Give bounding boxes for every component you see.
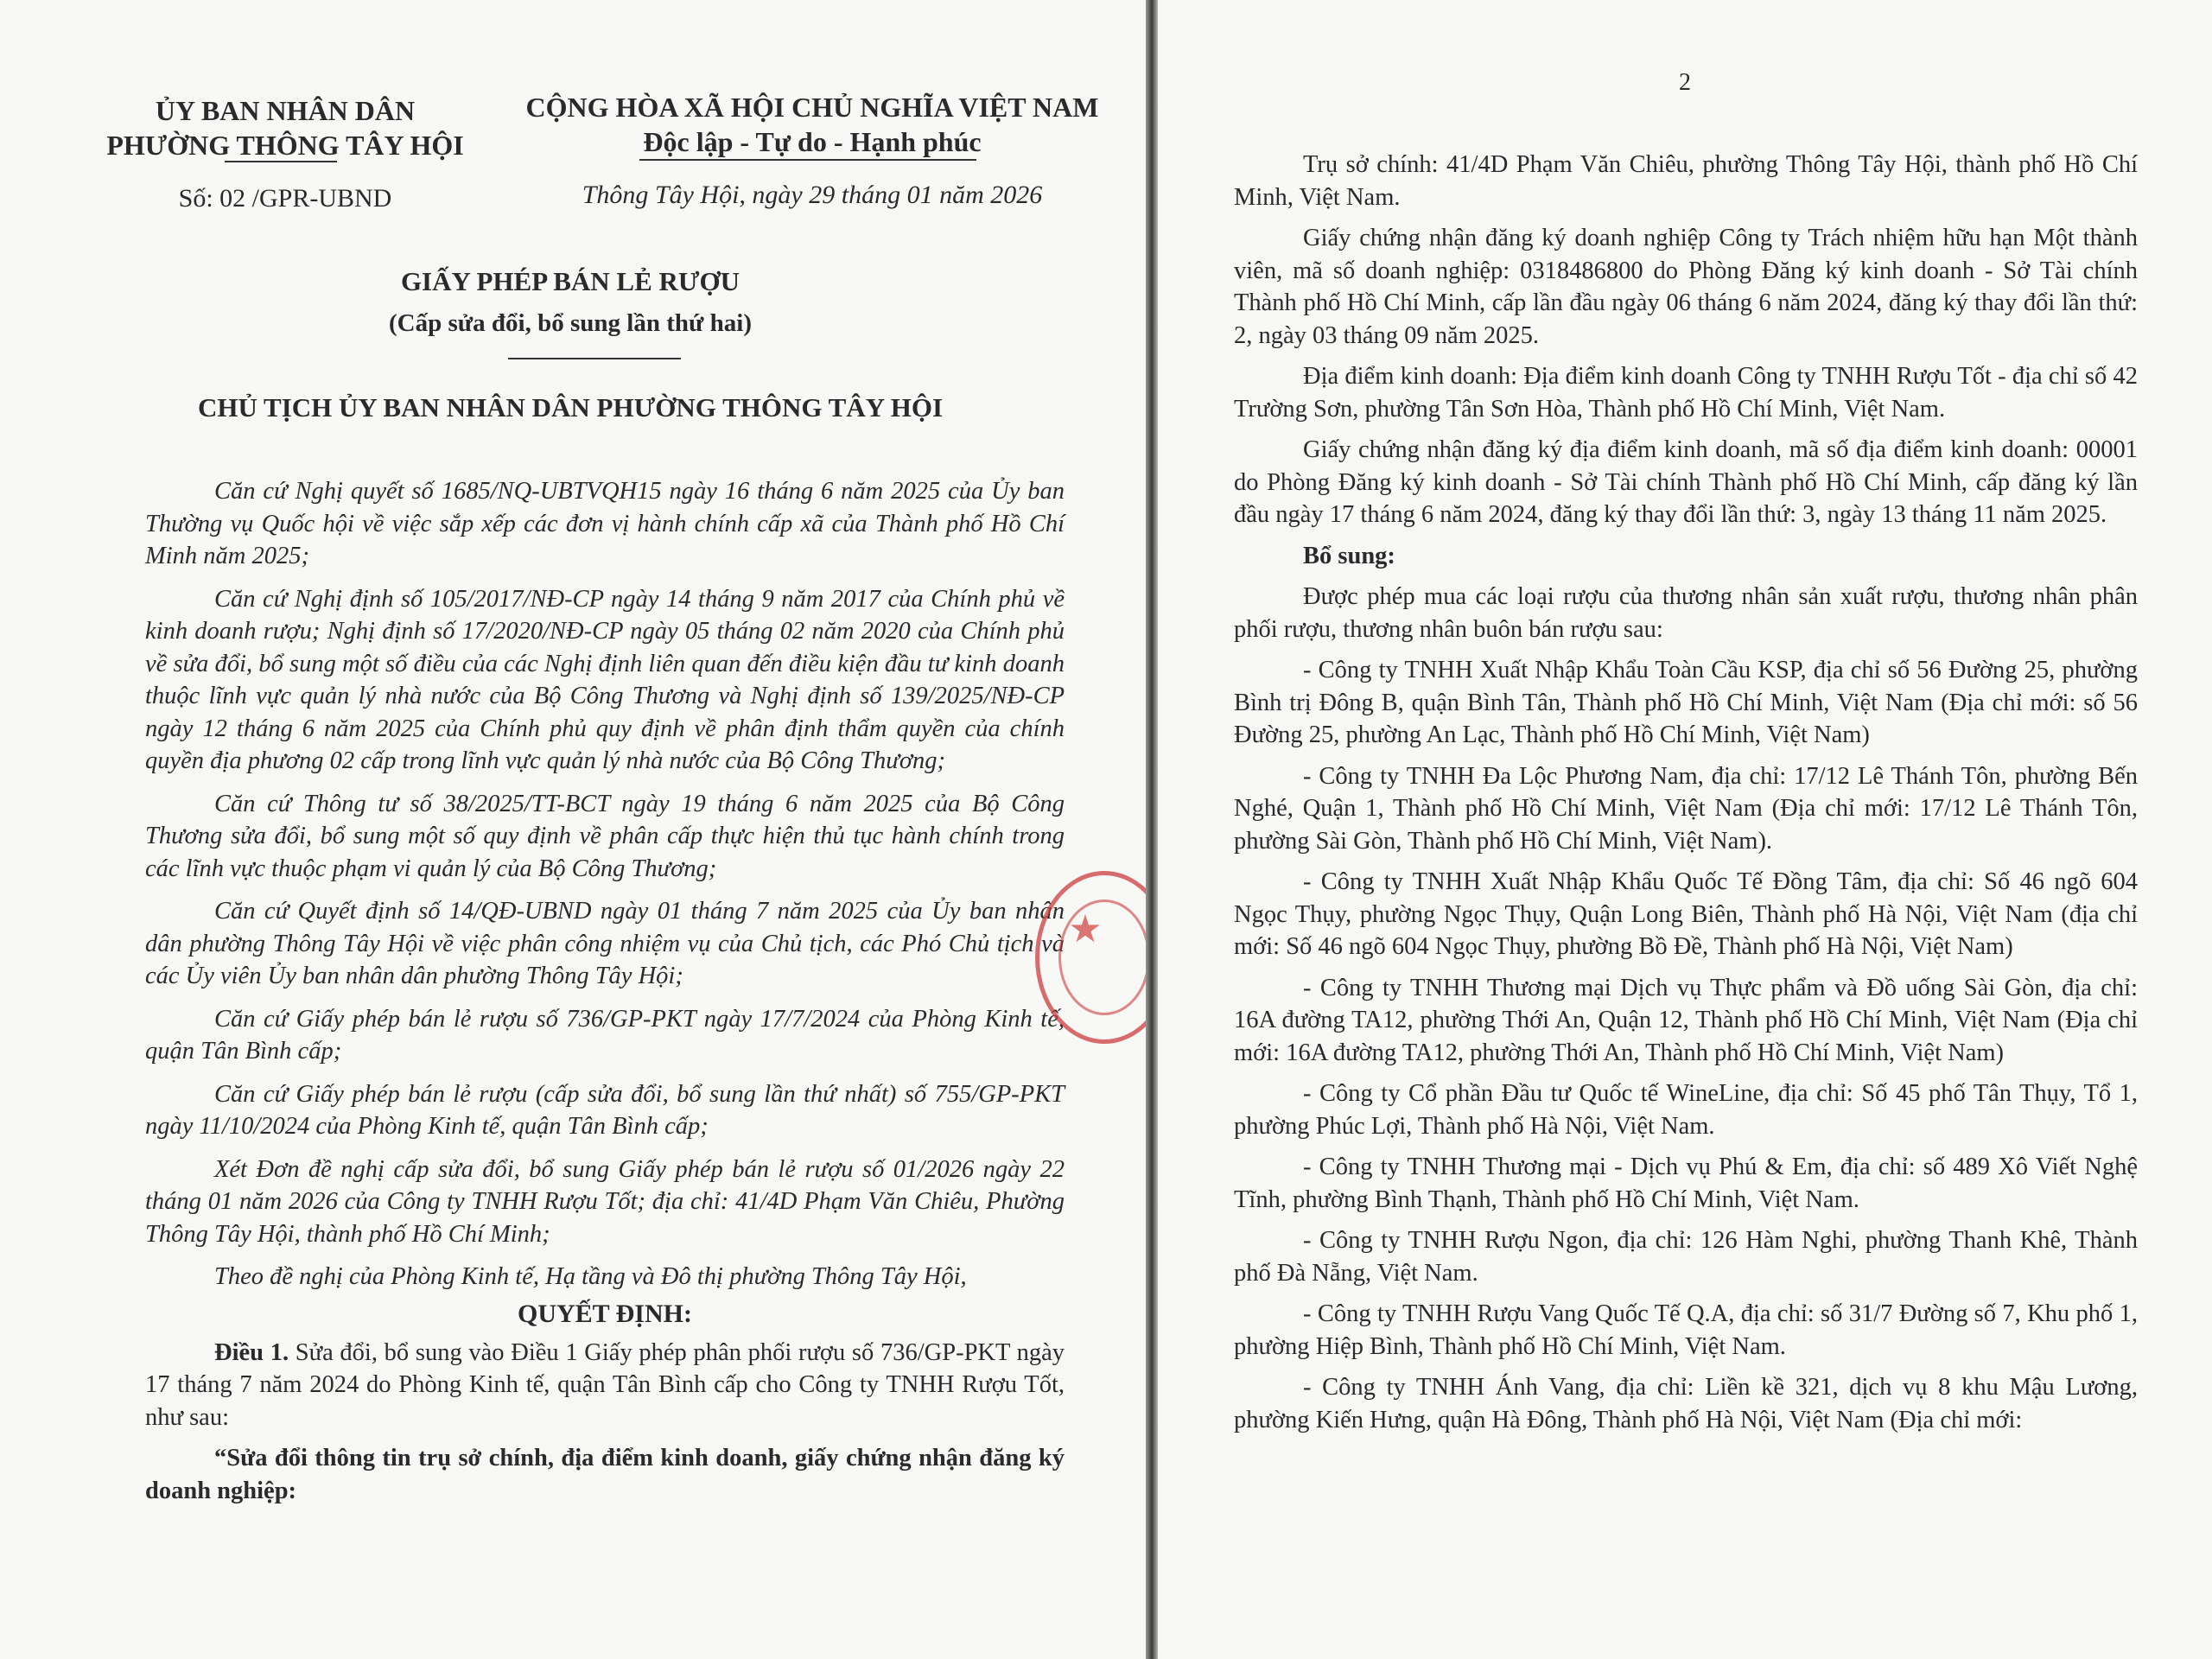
legal-basis-5: Căn cứ Giấy phép bán lẻ rượu số 736/GP-PKT ngày 17/7/2024 của Phòng Kinh tế, quận Tân Bình cấp; bbox=[145, 1005, 1065, 1065]
document-subtitle: (Cấp sửa đổi, bổ sung lần thứ hai) bbox=[389, 309, 752, 337]
supplier-item: - Công ty TNHH Đa Lộc Phương Nam, địa chỉ: 17/12 Lê Thánh Tôn, phường Bến Nghé, Quận 1, Thành phố Hồ Chí Minh, Việt Nam (Địa chỉ mới: 17/12 Lê Thánh Tôn, phường Sài Gòn, Thành phố Hồ Chí Minh, Việt Nam). bbox=[1234, 762, 2138, 855]
supplier-item: - Công ty TNHH Xuất Nhập Khẩu Quốc Tế Đồng Tâm, địa chỉ: Số 46 ngõ 604 Ngọc Thụy, phường Ngọc Thụy, Quận Long Biên, Thành phố Hà Nội, Việt Nam (địa chỉ mới: Số 46 ngõ 604 Ngọc Thụy, phường Bồ Đề, Thành phố Hà Nội, Việt Nam) bbox=[1234, 868, 2138, 960]
legal-basis-3: Căn cứ Thông tư số 38/2025/TT-BCT ngày 19 tháng 6 năm 2025 của Bộ Công Thương sửa đổi, bổ sung một số quy định về phân cấp thực hiện thủ tục hành chính trong các lĩnh vực thuộc phạm vi quản lý của Bộ Công Thương; bbox=[145, 790, 1065, 882]
supplement-heading: Bổ sung: bbox=[1303, 542, 1395, 569]
seal-star-icon: ★ bbox=[1068, 908, 1103, 950]
legal-basis-7: Xét Đơn đề nghị cấp sửa đổi, bổ sung Giấy phép bán lẻ rượu số 01/2026 ngày 22 tháng 01 năm 2026 của Công ty TNHH Rượu Tốt; địa chỉ: 41/4D Phạm Văn Chiêu, Phường Thông Tây Hội, thành phố Hồ Chí Minh; bbox=[145, 1155, 1065, 1248]
article-1 bbox=[145, 1337, 1065, 1434]
org-name-line1: ỦY BAN NHÂN DÂN bbox=[155, 95, 416, 126]
supplier-item: - Công ty TNHH Xuất Nhập Khẩu Toàn Cầu KSP, địa chỉ số 56 Đường 25, phường Bình trị Đông B, quận Bình Tân, Thành phố Hồ Chí Minh, Việt Nam (Địa chỉ mới: số 56 Đường 25, phường An Lạc, Thành phố Hồ Chí Minh, Việt Nam) bbox=[1234, 657, 2138, 748]
article-1-text: Sửa đổi, bổ sung vào Điều 1 Giấy phép phân phối rượu số 736/GP-PKT ngày 17 tháng 7 năm 2024 do Phòng Kinh tế, quận Tân Bình cấp cho Công ty TNHH Rượu Tốt, như sau: bbox=[145, 1338, 1065, 1431]
place-date: Thông Tây Hội, ngày 29 tháng 01 năm 2026 bbox=[582, 181, 1043, 209]
document-number: Số: 02 /GPR-UBND bbox=[178, 184, 392, 213]
document-title: GIẤY PHÉP BÁN LẺ RƯỢU bbox=[400, 266, 741, 296]
issuing-authority: CHỦ TỊCH ỦY BAN NHÂN DÂN PHƯỜNG THÔNG TÂY HỘI bbox=[197, 392, 944, 423]
business-registration: Giấy chứng nhận đăng ký doanh nghiệp Công ty Trách nhiệm hữu hạn Một thành viên, mã số doanh nghiệp: 0318486800 do Phòng Đăng ký kinh doanh - Sở Tài chính Thành phố Hồ Chí Minh, cấp lần đầu ngày 06 tháng 6 năm 2024, đăng ký thay đổi lần thứ: 2, ngày 03 tháng 09 năm 2025. bbox=[1234, 225, 2138, 349]
nation-title: CỘNG HÒA XÃ HỘI CHỦ NGHĨA VIỆT NAM bbox=[525, 92, 1099, 123]
legal-basis-list bbox=[145, 475, 1065, 1507]
amendment-quote: “Sửa đổi thông tin trụ sở chính, địa điểm kinh doanh, giấy chứng nhận đăng ký doanh nghiệp: bbox=[145, 1445, 1065, 1504]
legal-basis-2: Căn cứ Nghị định số 105/2017/NĐ-CP ngày 14 tháng 9 năm 2017 của Chính phủ về kinh doanh rượu; Nghị định số 17/2020/NĐ-CP ngày 05 tháng 02 năm 2020 của Chính phủ về sửa đổi, bổ sung một số điều của các Nghị định liên quan đến điều kiện đầu tư kinh doanh thuộc lĩnh vực quản lý nhà nước của Bộ Công Thương và Nghị định số 139/2025/NĐ-CP ngày 12 tháng 6 năm 2025 của Chính phủ quy định về phân định thẩm quyền của chính quyền địa phương 02 cấp trong lĩnh vực quản lý nhà nước của Bộ Công Thương; bbox=[145, 585, 1065, 774]
nation-motto: Độc lập - Tự do - Hạnh phúc bbox=[643, 126, 982, 157]
supplier-item: - Công ty TNHH Ánh Vang, địa chỉ: Liền kề 321, dịch vụ 8 khu Mậu Lương, phường Kiến Hưng, quận Hà Đông, Thành phố Hà Nội, Việt Nam (Địa chỉ mới: bbox=[1234, 1374, 2138, 1433]
motto-underline bbox=[639, 159, 976, 161]
org-name-line2: PHƯỜNG THÔNG TÂY HỘI bbox=[106, 130, 464, 161]
org-underline bbox=[225, 161, 337, 162]
legal-basis-6: Căn cứ Giấy phép bán lẻ rượu (cấp sửa đổi, bổ sung lần thứ nhất) số 755/GP-PKT ngày 11/10/2024 của Phòng Kinh tế, quận Tân Bình cấp; bbox=[145, 1080, 1065, 1140]
legal-basis-4: Căn cứ Quyết định số 14/QĐ-UBND ngày 01 tháng 7 năm 2025 của Ủy ban nhân dân phường Thông Tây Hội về việc phân công nhiệm vụ của Chủ tịch, các Phó Chủ tịch và các Ủy viên Ủy ban nhân dân phường Thông Tây Hội; bbox=[145, 898, 1065, 989]
supplier-item: - Công ty TNHH Rượu Ngon, địa chỉ: 126 Hàm Nghi, phường Thanh Khê, Thành phố Đà Nẵng, Việt Nam. bbox=[1234, 1227, 2138, 1287]
legal-basis-8: Theo đề nghị của Phòng Kinh tế, Hạ tầng và Đô thị phường Thông Tây Hội, bbox=[214, 1263, 967, 1290]
legal-basis-1: Căn cứ Nghị quyết số 1685/NQ-UBTVQH15 ngày 16 tháng 6 năm 2025 của Ủy ban Thường vụ Quốc hội về việc sắp xếp các đơn vị hành chính cấp xã của Thành phố Hồ Chí Minh năm 2025; bbox=[145, 478, 1065, 569]
article-1-label: Điều 1. bbox=[214, 1338, 289, 1366]
supplier-item: - Công ty TNHH Rượu Vang Quốc Tế Q.A, địa chỉ: số 31/7 Đường số 7, Khu phố 1, phường Hiệp Bình, Thành phố Hồ Chí Minh, Việt Nam. bbox=[1234, 1300, 2138, 1360]
supplier-item: - Công ty Cổ phần Đầu tư Quốc tế WineLine, địa chỉ: Số 45 phố Tân Thụy, Tổ 1, phường Phúc Lợi, Thành phố Hà Nội, Việt Nam. bbox=[1234, 1080, 2138, 1140]
page-number: 2 bbox=[1679, 69, 1691, 96]
business-location: Địa điểm kinh doanh: Địa điểm kinh doanh Công ty TNHH Rượu Tốt - địa chỉ số 42 Trường Sơn, phường Tân Sơn Hòa, Thành phố Hồ Chí Minh, Việt Nam. bbox=[1234, 363, 2138, 423]
head-office: Trụ sở chính: 41/4D Phạm Văn Chiêu, phường Thông Tây Hội, thành phố Hồ Chí Minh, Việt Nam. bbox=[1234, 151, 2138, 211]
decision-heading: QUYẾT ĐỊNH: bbox=[518, 1299, 692, 1328]
page-right bbox=[1158, 0, 2212, 1659]
supplier-item: - Công ty TNHH Thương mại Dịch vụ Thực phẩm và Đồ uống Sài Gòn, địa chỉ: 16A đường TA12, phường Thới An, Quận 12, Thành phố Hồ Chí Minh, Việt Nam (Địa chỉ mới: 16A đường TA12, phường Thới An, Thành phố Hồ Chí Minh, Việt Nam) bbox=[1234, 974, 2138, 1066]
right-page-body bbox=[1234, 149, 2138, 1436]
title-underline bbox=[508, 358, 681, 359]
location-registration: Giấy chứng nhận đăng ký địa điểm kinh doanh, mã số địa điểm kinh doanh: 00001 do Phòng Đăng ký kinh doanh - Sở Tài chính Thành phố Hồ Chí Minh, cấp đăng ký lần đầu ngày 17 tháng 6 năm 2024, đăng ký thay đổi lần thứ: 3, ngày 13 tháng 11 năm 2025. bbox=[1234, 436, 2138, 528]
supplement-intro: Được phép mua các loại rượu của thương nhân sản xuất rượu, thương nhân phân phối rượu, thương nhân buôn bán rượu sau: bbox=[1234, 583, 2138, 643]
supplier-item: - Công ty TNHH Thương mại - Dịch vụ Phú & Em, địa chỉ: số 489 Xô Viết Nghệ Tĩnh, phường Bình Thạnh, Thành phố Hồ Chí Minh, Việt Nam. bbox=[1234, 1154, 2138, 1213]
